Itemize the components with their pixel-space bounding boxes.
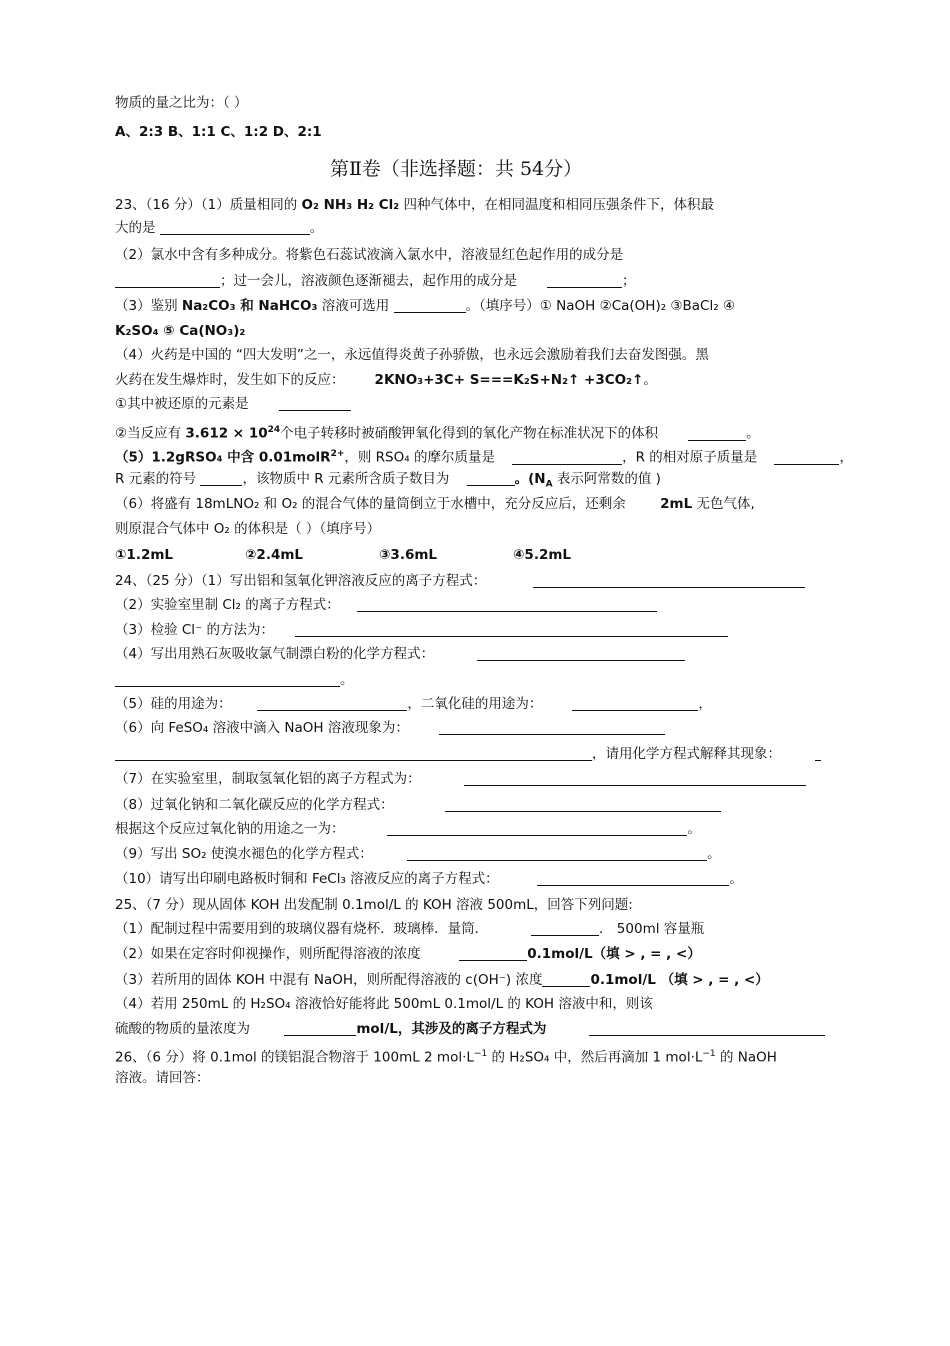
- answer-blank[interactable]: [512, 450, 622, 465]
- q24-line4: （4）写出用熟石灰吸收氯气制漂白粉的化学方程式：: [115, 645, 685, 663]
- answer-blank[interactable]: [200, 471, 242, 486]
- q25-line1: 25、（7 分）现从固体 KOH 出发配制 0.1mol/L 的 KOH 溶液 500mL，回答下列问题:: [115, 897, 633, 913]
- q26-line1: 26、（6 分）将 0.1mol 的镁铝混合物溶于 100mL 2 $mol\cdot L^{-1}$ 的 H₂SO₄ 中，然后再滴加 1 $mol\cdot L^{-1}$ 的 NaOH: [115, 1049, 777, 1066]
- q25-line5: （4）若用 250mL 的 H₂SO₄ 溶液恰好能将此 500mL 0.1mol/L 的 KOH 溶液中和，则该: [115, 996, 653, 1012]
- answer-blank[interactable]: [533, 573, 805, 588]
- answer-blank[interactable]: [531, 921, 599, 936]
- q23-line3: （2）氯水中含有多种成分。将紫色石蕊试液滴入氯水中，溶液显红色起作用的成分是: [115, 247, 624, 263]
- q23-line4: ；过一会儿，溶液颜色逐渐褪去，起作用的成分是 ；: [115, 272, 636, 290]
- answer-blank[interactable]: [394, 298, 466, 313]
- answer-blank[interactable]: [257, 696, 407, 711]
- q24-line7: （6）向 FeSO₄ 溶液中滴入 NaOH 溶液现象为：: [115, 719, 665, 737]
- answer-blank[interactable]: [284, 1021, 356, 1036]
- answer-blank[interactable]: [387, 821, 687, 836]
- answer-blank[interactable]: [115, 273, 220, 288]
- q24-line2: （2）实验室里制 Cl₂ 的离子方程式：: [115, 596, 657, 614]
- section-title: 第Ⅱ卷（非选择题：共 54分）: [330, 158, 583, 180]
- q24-line11: 根据这个反应过氧化钠的用途之一为： 。: [115, 821, 701, 837]
- q23-line6: K₂SO₄ ⑤ Ca(NO₃)₂: [115, 323, 246, 339]
- answer-blank[interactable]: [459, 946, 527, 961]
- answer-options: A、2:3 B、1:1 C、1:2 D、2:1: [115, 124, 322, 140]
- answer-blank[interactable]: [439, 720, 665, 735]
- q23-line15-options: ①1.2mL ②2.4mL ③3.6mL ④5.2mL: [115, 547, 572, 563]
- q23-line1: 23、（16 分）（1）质量相同的 O₂ NH₃ H₂ Cl₂ 四种气体中，在相同温度和相同压强条件下，体积最: [115, 197, 714, 213]
- q24-line5: 。: [115, 671, 354, 689]
- answer-blank[interactable]: [547, 273, 622, 288]
- answer-blank[interactable]: [572, 696, 698, 711]
- q24-line8: ，请用化学方程式解释其现象：: [115, 745, 821, 763]
- answer-blank[interactable]: [688, 426, 746, 441]
- answer-blank[interactable]: [467, 471, 515, 486]
- answer-blank[interactable]: [542, 972, 590, 987]
- q23-line12: R 元素的符号 ，该物质中 R 元素所含质子数目为 。($N_A$ 表示阿常数的值 ): [115, 471, 661, 490]
- answer-blank[interactable]: [464, 771, 806, 786]
- q25-line3: （2）如果在定容时仰视操作，则所配得溶液的浓度 0.1mol/L（填 > , = , <）: [115, 946, 701, 962]
- answer-blank[interactable]: [279, 396, 351, 411]
- answer-blank[interactable]: [477, 646, 685, 661]
- q23-line14: 则原混合气体中 O₂ 的体积是（ ）（填序号）: [115, 521, 381, 537]
- answer-blank[interactable]: [589, 1021, 825, 1036]
- q25-line2: （1）配制过程中需要用到的玻璃仪器有烧杯．玻璃棒．量筒． ． 500ml 容量瓶: [115, 921, 705, 937]
- q25-line4: （3）若所用的固体 KOH 中混有 NaOH，则所配得溶液的 c(OH⁻) 浓度 0.1mol/L （填 > , = , <）: [115, 972, 769, 988]
- answer-blank[interactable]: [445, 797, 721, 812]
- q26-line2: 溶液。请回答：: [115, 1070, 210, 1086]
- answer-blank[interactable]: [115, 672, 340, 687]
- q23-line7: （4）火药是中国的 “四大发明”之一，永远值得炎黄子孙骄傲，也永远会激励着我们去奋发图强。黑: [115, 347, 709, 363]
- answer-blank[interactable]: [115, 746, 592, 761]
- q23-line5: （3）鉴别 Na₂CO₃ 和 NaHCO₃ 溶液可选用 。（填序号）① NaOH ②Ca(OH)₂ ③BaCl₂ ④: [115, 298, 736, 314]
- q25-line6: 硫酸的物质的量浓度为 mol/L，其涉及的离子方程式为: [115, 1020, 825, 1038]
- answer-blank[interactable]: [357, 597, 657, 612]
- answer-blank[interactable]: [407, 846, 707, 861]
- answer-blank[interactable]: [160, 220, 310, 235]
- answer-blank[interactable]: [774, 450, 839, 465]
- q23-line10: ②当反应有 $3.612 \times 10^{24}$个电子转移时被硝酸钾氧化得到的氧化产物在标准状况下的体积 。: [115, 425, 760, 442]
- q23-line2: 大的是 。: [115, 220, 324, 236]
- q24-line12: （9）写出 SO₂ 使溴水褪色的化学方程式： 。: [115, 846, 721, 862]
- q24-line9: （7）在实验室里，制取氢氧化铝的离子方程式为：: [115, 770, 806, 788]
- q24-line3: （3）检验 Cl⁻ 的方法为：: [115, 621, 728, 639]
- q23-line9: ①其中被还原的元素是: [115, 395, 351, 413]
- answer-blank[interactable]: [295, 622, 728, 637]
- q23-line11: （5）1.2gRSO₄ 中含 0.01molR$^{2+}$，则 RSO₄ 的摩尔质量是 ，R 的相对原子质量是 ，: [115, 449, 853, 466]
- answer-blank[interactable]: [537, 871, 729, 886]
- q24-line10: （8）过氧化钠和二氧化碳反应的化学方程式：: [115, 796, 721, 814]
- q24-line1: 24、（25 分）（1）写出铝和氢氧化钾溶液反应的离子方程式：: [115, 572, 805, 590]
- q24-line13: （10）请写出印刷电路板时铜和 FeCl₃ 溶液反应的离子方程式： 。: [115, 871, 743, 887]
- q23-line8: 火药在发生爆炸时，发生如下的反应： 2KNO₃+3C+ S===K₂S+N₂↑ +3CO₂↑。: [115, 372, 657, 388]
- q24-line6: （5）硅的用途为： ，二氧化硅的用途为： ，: [115, 696, 712, 712]
- answer-blank[interactable]: [815, 746, 821, 761]
- question-stem-ratio: 物质的量之比为：（ ）: [115, 95, 248, 111]
- q23-line13: （6）将盛有 18mLNO₂ 和 O₂ 的混合气体的量筒倒立于水槽中，充分反应后，还剩余 2mL 无色气体,: [115, 496, 755, 512]
